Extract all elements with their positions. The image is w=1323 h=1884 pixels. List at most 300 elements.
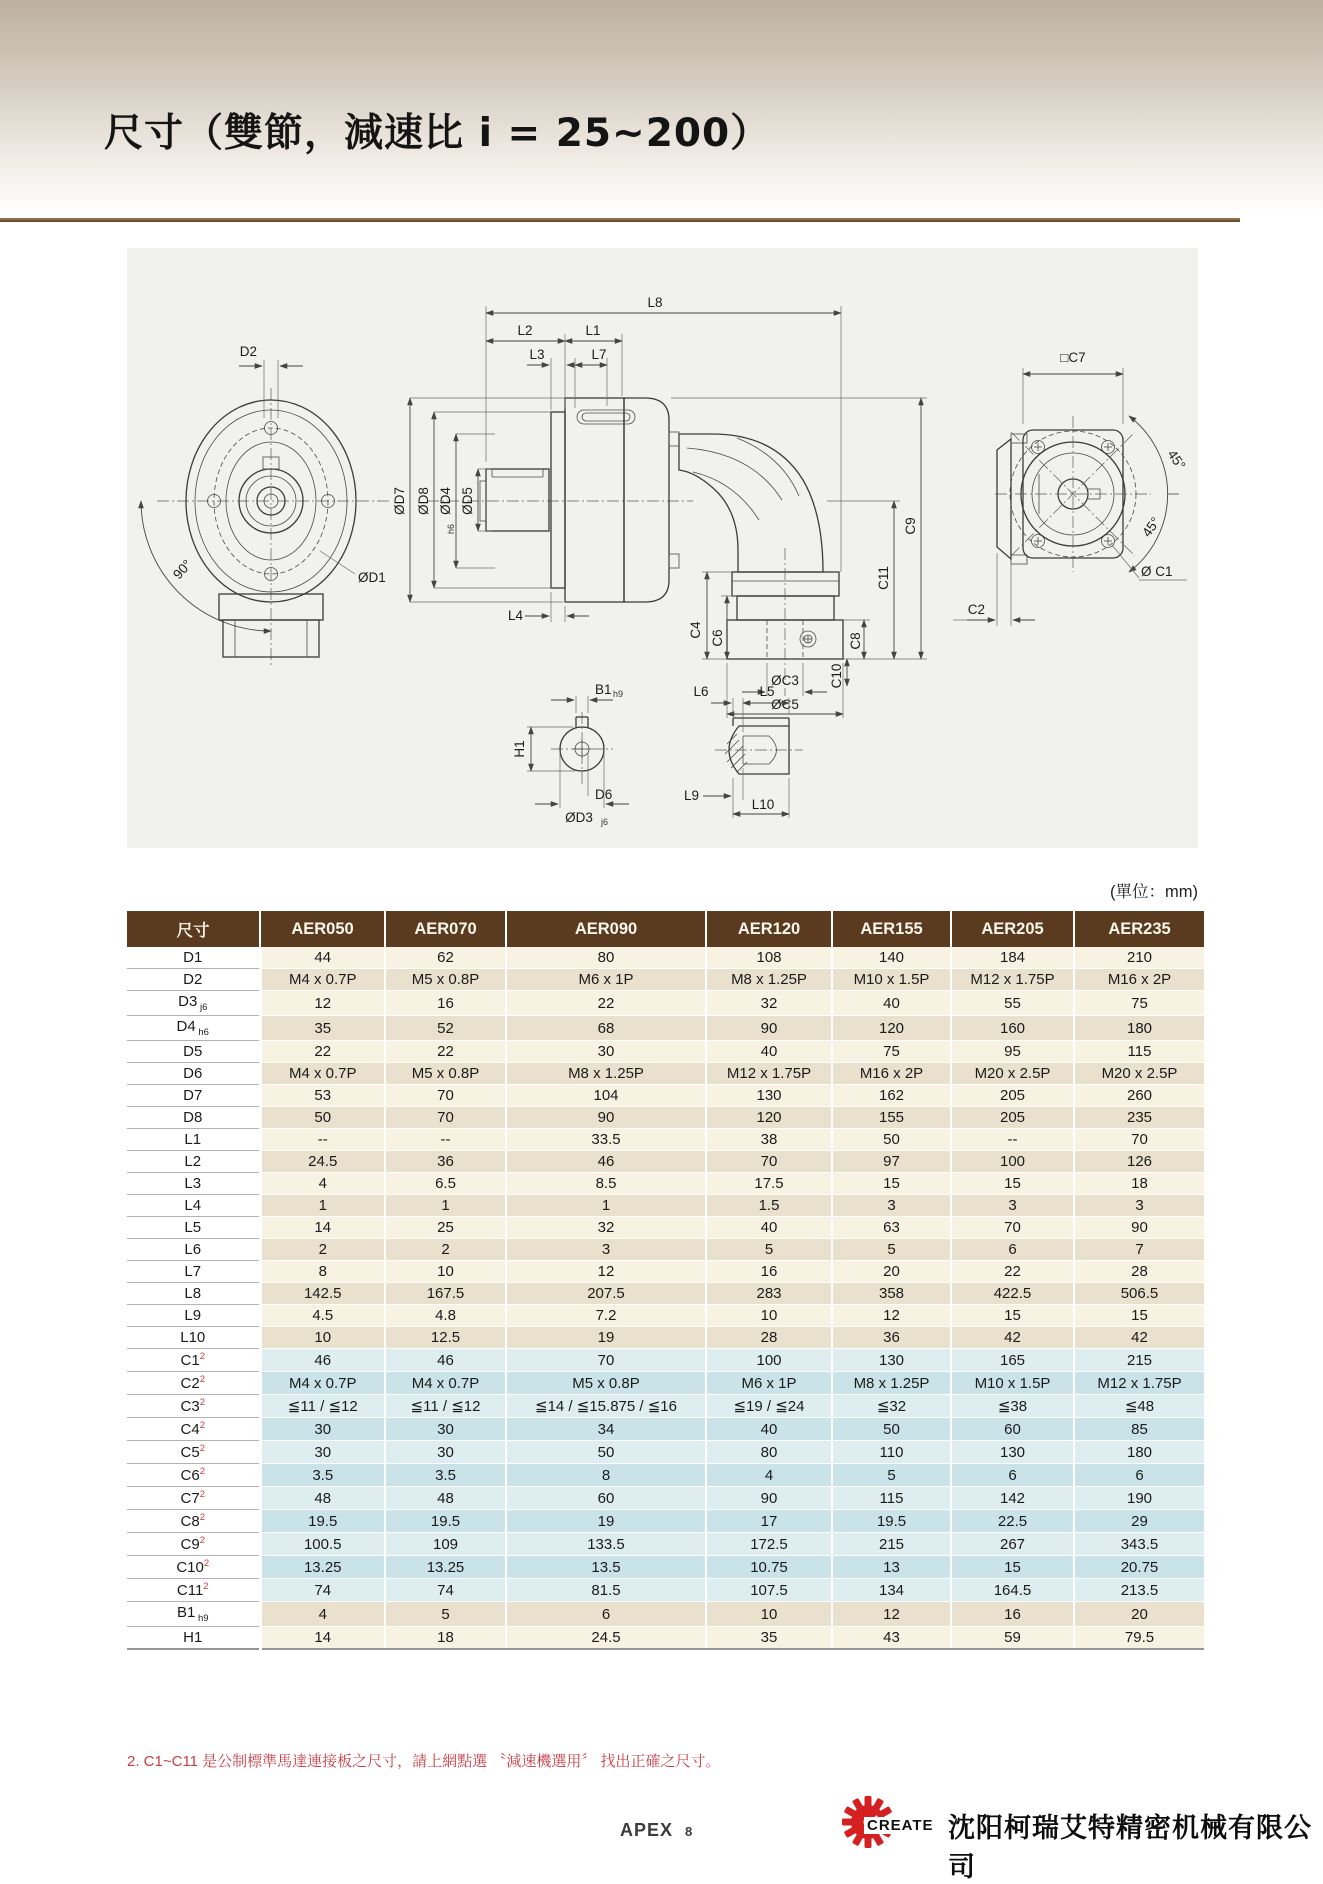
cell-H1-AER120: 35 [706,1627,832,1650]
dim-label-od1: ØD1 [358,570,386,585]
dim-label-od7: ØD7 [392,487,407,515]
table-row-L5 [127,1217,1204,1239]
cell-D2-AER235: M16 x 2P [1074,969,1204,991]
cell-C3-AER070: ≦11 / ≦12 [385,1395,506,1418]
row-label-L8: L8 [127,1283,260,1305]
cell-L10-AER090: 19 [506,1327,706,1349]
row-label-H1: H1 [127,1627,260,1650]
cell-D2-AER155: M10 x 1.5P [832,969,951,991]
cell-L3-AER235: 18 [1074,1173,1204,1195]
cell-C1-AER235: 215 [1074,1349,1204,1372]
row-label-L7: L7 [127,1261,260,1283]
cell-L10-AER205: 42 [951,1327,1074,1349]
dim-label-l5: L5 [759,684,775,699]
cell-L7-AER155: 20 [832,1261,951,1283]
dim-label-od8: ØD8 [416,487,431,515]
cell-C9-AER090: 133.5 [506,1533,706,1556]
cell-D7-AER120: 130 [706,1085,832,1107]
cell-D8-AER070: 70 [385,1107,506,1129]
row-label-C4: $C4^2$ [127,1418,260,1441]
dim-label-l2: L2 [517,323,533,338]
table-row-C9 [127,1533,1204,1556]
dim-label-c6: C6 [710,629,725,647]
cell-D1-AER050: 44 [260,947,385,969]
cell-L10-AER120: 28 [706,1327,832,1349]
table-row-C3 [127,1395,1204,1418]
table-row-H1 [127,1627,1204,1650]
table-row-D4 [127,1016,1204,1041]
cell-C10-AER155: 13 [832,1556,951,1579]
cell-L5-AER050: 14 [260,1217,385,1239]
cell-D1-AER120: 108 [706,947,832,969]
cell-D8-AER120: 120 [706,1107,832,1129]
table-row-D5 [127,1041,1204,1063]
column-header-AER050: AER050 [260,911,385,947]
cell-L4-AER155: 3 [832,1195,951,1217]
row-label-C6: $C6^2$ [127,1464,260,1487]
column-header-AER235: AER235 [1074,911,1204,947]
row-label-D6: D6 [127,1063,260,1085]
cell-D4-AER050: 35 [260,1016,385,1041]
column-header-AER205: AER205 [951,911,1074,947]
cell-D5-AER205: 95 [951,1041,1074,1063]
cell-L6-AER070: 2 [385,1239,506,1261]
table-row-L1 [127,1129,1204,1151]
cell-B1-AER235: 20 [1074,1602,1204,1627]
cell-D7-AER155: 162 [832,1085,951,1107]
cell-L1-AER205: -- [951,1129,1074,1151]
cell-C7-AER120: 90 [706,1487,832,1510]
cell-H1-AER070: 18 [385,1627,506,1650]
cell-B1-AER120: 10 [706,1602,832,1627]
table-row-C7 [127,1487,1204,1510]
table-row-L2 [127,1151,1204,1173]
cell-D8-AER050: 50 [260,1107,385,1129]
cell-C5-AER235: 180 [1074,1441,1204,1464]
cell-L2-AER205: 100 [951,1151,1074,1173]
cell-D6-AER120: M12 x 1.75P [706,1063,832,1085]
dim-label-l3: L3 [529,347,545,362]
cell-C8-AER235: 29 [1074,1510,1204,1533]
cell-D3-AER070: 16 [385,991,506,1016]
cell-L5-AER070: 25 [385,1217,506,1239]
column-header-AER155: AER155 [832,911,951,947]
cell-C2-AER050: M4 x 0.7P [260,1372,385,1395]
row-label-C9: $C9^2$ [127,1533,260,1556]
cell-C9-AER205: 267 [951,1533,1074,1556]
cell-D6-AER090: M8 x 1.25P [506,1063,706,1085]
dim-label-l8: L8 [647,295,663,310]
cell-C11-AER070: 74 [385,1579,506,1602]
cell-L2-AER090: 46 [506,1151,706,1173]
cell-C9-AER070: 109 [385,1533,506,1556]
cell-D2-AER050: M4 x 0.7P [260,969,385,991]
row-label-L10: L10 [127,1327,260,1349]
cell-L7-AER235: 28 [1074,1261,1204,1283]
cell-D6-AER155: M16 x 2P [832,1063,951,1085]
cell-L4-AER235: 3 [1074,1195,1204,1217]
row-label-C2: $C2^2$ [127,1372,260,1395]
technical-drawing [127,248,1198,848]
cell-D4-AER090: 68 [506,1016,706,1041]
rear-view [953,350,1189,626]
cell-C5-AER070: 30 [385,1441,506,1464]
cell-C6-AER090: 8 [506,1464,706,1487]
cell-C1-AER070: 46 [385,1349,506,1372]
dim-label-b1: B1 [595,682,612,697]
table-row-D7 [127,1085,1204,1107]
cell-L9-AER090: 7.2 [506,1305,706,1327]
cell-C2-AER205: M10 x 1.5P [951,1372,1074,1395]
cell-C9-AER235: 343.5 [1074,1533,1204,1556]
dim-label-od3-sub: j6 [601,817,609,827]
cell-D6-AER070: M5 x 0.8P [385,1063,506,1085]
cell-C3-AER090: ≦14 / ≦15.875 / ≦16 [506,1395,706,1418]
dim-label-l1: L1 [585,323,601,338]
table-row-L7 [127,1261,1204,1283]
cell-C4-AER050: 30 [260,1418,385,1441]
dim-label-90deg: 90° [170,556,195,583]
cell-C10-AER090: 13.5 [506,1556,706,1579]
table-row-L3 [127,1173,1204,1195]
dim-label-c10: C10 [829,663,844,689]
row-label-C7: $C7^2$ [127,1487,260,1510]
cell-C9-AER050: 100.5 [260,1533,385,1556]
cell-D1-AER155: 140 [832,947,951,969]
row-label-D8: D8 [127,1107,260,1129]
cell-D1-AER235: 210 [1074,947,1204,969]
cell-H1-AER155: 43 [832,1627,951,1650]
table-row-C11 [127,1579,1204,1602]
cell-L8-AER120: 283 [706,1283,832,1305]
cell-C3-AER050: ≦11 / ≦12 [260,1395,385,1418]
cell-C11-AER050: 74 [260,1579,385,1602]
row-label-D1: D1 [127,947,260,969]
table-row-C1 [127,1349,1204,1372]
cell-D7-AER070: 70 [385,1085,506,1107]
cell-D7-AER205: 205 [951,1085,1074,1107]
dim-label-od4-sub: h6 [446,523,456,534]
table-row-D3 [127,991,1204,1016]
column-header-AER070: AER070 [385,911,506,947]
cell-L6-AER155: 5 [832,1239,951,1261]
cell-C10-AER235: 20.75 [1074,1556,1204,1579]
cell-C7-AER205: 142 [951,1487,1074,1510]
cell-C10-AER050: 13.25 [260,1556,385,1579]
cell-L5-AER090: 32 [506,1217,706,1239]
cell-C5-AER205: 130 [951,1441,1074,1464]
dim-label-c2: C2 [967,602,985,617]
cell-C2-AER090: M5 x 0.8P [506,1372,706,1395]
cell-C6-AER155: 5 [832,1464,951,1487]
shaft-end-view [512,682,629,827]
cell-L4-AER050: 1 [260,1195,385,1217]
cell-L6-AER120: 5 [706,1239,832,1261]
cell-D7-AER235: 260 [1074,1085,1204,1107]
cell-C7-AER090: 60 [506,1487,706,1510]
cell-L1-AER050: -- [260,1129,385,1151]
cell-L10-AER070: 12.5 [385,1327,506,1349]
cell-C2-AER235: M12 x 1.75P [1074,1372,1204,1395]
cell-C4-AER155: 50 [832,1418,951,1441]
cell-L1-AER120: 38 [706,1129,832,1151]
dim-label-l9: L9 [683,788,699,803]
cell-D3-AER155: 40 [832,991,951,1016]
cell-D2-AER120: M8 x 1.25P [706,969,832,991]
cell-D6-AER205: M20 x 2.5P [951,1063,1074,1085]
cell-L8-AER235: 506.5 [1074,1283,1204,1305]
cell-L3-AER120: 17.5 [706,1173,832,1195]
cell-C1-AER050: 46 [260,1349,385,1372]
cell-D7-AER090: 104 [506,1085,706,1107]
page-number: 8 [685,1824,694,1839]
cell-C5-AER120: 80 [706,1441,832,1464]
page-title: 尺寸（雙節，減速比 i = 25~200） [104,111,771,156]
cell-L2-AER070: 36 [385,1151,506,1173]
dim-label-c4: C4 [688,621,703,639]
cell-L7-AER090: 12 [506,1261,706,1283]
table-row-L10 [127,1327,1204,1349]
cell-D3-AER050: 12 [260,991,385,1016]
cell-C8-AER205: 22.5 [951,1510,1074,1533]
dim-label-oc1: Ø C1 [1141,564,1173,579]
table-row-D1 [127,947,1204,969]
table-row-C6 [127,1464,1204,1487]
table-row-C5 [127,1441,1204,1464]
apex-label: APEX [620,1820,674,1840]
row-label-C1: $C1^2$ [127,1349,260,1372]
cell-L5-AER120: 40 [706,1217,832,1239]
table-row-C8 [127,1510,1204,1533]
cell-B1-AER090: 6 [506,1602,706,1627]
cell-C11-AER090: 81.5 [506,1579,706,1602]
cell-C1-AER155: 130 [832,1349,951,1372]
cell-L6-AER205: 6 [951,1239,1074,1261]
column-header-AER090: AER090 [506,911,706,947]
row-label-L2: L2 [127,1151,260,1173]
cell-L2-AER120: 70 [706,1151,832,1173]
cell-L3-AER155: 15 [832,1173,951,1195]
dim-label-c9: C9 [903,517,918,535]
dim-label-od4: ØD4 [438,487,453,515]
row-label-L4: L4 [127,1195,260,1217]
cell-D4-AER120: 90 [706,1016,832,1041]
cell-L4-AER070: 1 [385,1195,506,1217]
cell-L6-AER090: 3 [506,1239,706,1261]
cell-L9-AER120: 10 [706,1305,832,1327]
cell-D1-AER205: 184 [951,947,1074,969]
cell-D4-AER155: 120 [832,1016,951,1041]
cell-L9-AER235: 15 [1074,1305,1204,1327]
row-label-D7: D7 [127,1085,260,1107]
cell-L9-AER070: 4.8 [385,1305,506,1327]
cell-D8-AER205: 205 [951,1107,1074,1129]
footer-brand [620,1820,693,1841]
row-label-L3: L3 [127,1173,260,1195]
cell-L2-AER155: 97 [832,1151,951,1173]
cell-L1-AER155: 50 [832,1129,951,1151]
dim-label-c8: C8 [848,632,863,650]
cell-L4-AER090: 1 [506,1195,706,1217]
row-label-C8: $C8^2$ [127,1510,260,1533]
cell-D7-AER050: 53 [260,1085,385,1107]
cell-L9-AER050: 4.5 [260,1305,385,1327]
cell-C8-AER155: 19.5 [832,1510,951,1533]
cell-L7-AER120: 16 [706,1261,832,1283]
table-row-D8 [127,1107,1204,1129]
dim-label-d2: D2 [239,344,257,359]
cell-C8-AER070: 19.5 [385,1510,506,1533]
cell-D3-AER205: 55 [951,991,1074,1016]
cell-B1-AER205: 16 [951,1602,1074,1627]
dim-label-l6: L6 [693,684,709,699]
cell-C11-AER155: 134 [832,1579,951,1602]
cell-L3-AER070: 6.5 [385,1173,506,1195]
cell-C1-AER120: 100 [706,1349,832,1372]
cell-C4-AER235: 85 [1074,1418,1204,1441]
cell-L7-AER070: 10 [385,1261,506,1283]
dim-label-od5: ØD5 [460,487,475,515]
cell-C8-AER050: 19.5 [260,1510,385,1533]
cell-L9-AER155: 12 [832,1305,951,1327]
table-row-D6 [127,1063,1204,1085]
column-header-AER120: AER120 [706,911,832,947]
dim-label-45a: 45° [1164,447,1189,473]
cell-L7-AER050: 8 [260,1261,385,1283]
cell-C3-AER120: ≦19 / ≦24 [706,1395,832,1418]
cell-L6-AER050: 2 [260,1239,385,1261]
table-row-L8 [127,1283,1204,1305]
cell-C10-AER070: 13.25 [385,1556,506,1579]
cell-L1-AER090: 33.5 [506,1129,706,1151]
row-label-C10: $C10^2$ [127,1556,260,1579]
cell-L10-AER235: 42 [1074,1327,1204,1349]
dim-label-c11: C11 [876,566,891,590]
cell-C7-AER070: 48 [385,1487,506,1510]
logo-text: CREATE [864,1817,937,1834]
cell-L8-AER090: 207.5 [506,1283,706,1305]
cell-L5-AER155: 63 [832,1217,951,1239]
cell-L4-AER120: 1.5 [706,1195,832,1217]
cell-C7-AER155: 115 [832,1487,951,1510]
cell-L10-AER050: 10 [260,1327,385,1349]
dim-label-45b: 45° [1139,514,1164,540]
dim-label-d6: D6 [595,787,613,802]
cell-C6-AER120: 4 [706,1464,832,1487]
cell-D3-AER120: 32 [706,991,832,1016]
cell-L8-AER205: 422.5 [951,1283,1074,1305]
cell-D8-AER090: 90 [506,1107,706,1129]
cell-D6-AER235: M20 x 2.5P [1074,1063,1204,1085]
company-name: 沈阳柯瑞艾特精密机械有限公司 [948,1813,1312,1882]
cell-C11-AER205: 164.5 [951,1579,1074,1602]
row-label-C5: $C5^2$ [127,1441,260,1464]
cell-H1-AER235: 79.5 [1074,1627,1204,1650]
table-header [127,911,1204,947]
table-row-L6 [127,1239,1204,1261]
cell-C6-AER235: 6 [1074,1464,1204,1487]
front-view [141,344,389,668]
cell-L1-AER235: 70 [1074,1129,1204,1151]
cell-C8-AER090: 19 [506,1510,706,1533]
cell-L9-AER205: 15 [951,1305,1074,1327]
cell-B1-AER070: 5 [385,1602,506,1627]
cell-D5-AER070: 22 [385,1041,506,1063]
cell-L4-AER205: 3 [951,1195,1074,1217]
cell-C7-AER050: 48 [260,1487,385,1510]
cell-C4-AER070: 30 [385,1418,506,1441]
unit-note: (單位：mm) [1110,883,1198,901]
cell-C9-AER155: 215 [832,1533,951,1556]
cell-H1-AER205: 59 [951,1627,1074,1650]
cell-D6-AER050: M4 x 0.7P [260,1063,385,1085]
cell-L8-AER155: 358 [832,1283,951,1305]
cell-L7-AER205: 22 [951,1261,1074,1283]
cell-C7-AER235: 190 [1074,1487,1204,1510]
cell-D3-AER090: 22 [506,991,706,1016]
cell-C11-AER120: 107.5 [706,1579,832,1602]
cell-L8-AER070: 167.5 [385,1283,506,1305]
cell-D5-AER120: 40 [706,1041,832,1063]
cell-C9-AER120: 172.5 [706,1533,832,1556]
row-label-C11: $C11^2$ [127,1579,260,1602]
table-row-C4 [127,1418,1204,1441]
cell-H1-AER090: 24.5 [506,1627,706,1650]
cell-D4-AER205: 160 [951,1016,1074,1041]
cell-D1-AER070: 62 [385,947,506,969]
table-row-D2 [127,969,1204,991]
dim-label-c7: □C7 [1060,350,1086,365]
cell-B1-AER155: 12 [832,1602,951,1627]
cell-C8-AER120: 17 [706,1510,832,1533]
cell-C2-AER155: M8 x 1.25P [832,1372,951,1395]
cell-L8-AER050: 142.5 [260,1283,385,1305]
cell-C2-AER070: M4 x 0.7P [385,1372,506,1395]
cell-C1-AER090: 70 [506,1349,706,1372]
row-label-D2: D2 [127,969,260,991]
cell-D1-AER090: 80 [506,947,706,969]
row-label-D5: D5 [127,1041,260,1063]
cell-L1-AER070: -- [385,1129,506,1151]
cell-C10-AER120: 10.75 [706,1556,832,1579]
cell-D5-AER090: 30 [506,1041,706,1063]
table-row-C10 [127,1556,1204,1579]
cell-L3-AER090: 8.5 [506,1173,706,1195]
cell-B1-AER050: 4 [260,1602,385,1627]
dim-label-h1: H1 [512,740,527,758]
dim-label-oc5: ØC5 [771,697,799,712]
cell-H1-AER050: 14 [260,1627,385,1650]
cell-C2-AER120: M6 x 1P [706,1372,832,1395]
cell-D4-AER235: 180 [1074,1016,1204,1041]
cell-L2-AER235: 126 [1074,1151,1204,1173]
row-label-L9: L9 [127,1305,260,1327]
row-label-L1: L1 [127,1129,260,1151]
cell-C5-AER050: 30 [260,1441,385,1464]
cell-C3-AER235: ≦48 [1074,1395,1204,1418]
dim-label-l10: L10 [751,797,775,812]
cell-C3-AER155: ≦32 [832,1395,951,1418]
dim-label-l7: L7 [591,347,607,362]
cell-D2-AER090: M6 x 1P [506,969,706,991]
cell-L6-AER235: 7 [1074,1239,1204,1261]
cell-C5-AER155: 110 [832,1441,951,1464]
cell-D8-AER235: 235 [1074,1107,1204,1129]
dim-label-b1-sub: h9 [613,689,624,699]
dim-label-oc3: ØC3 [771,673,799,688]
cell-C10-AER205: 15 [951,1556,1074,1579]
table-row-B1 [127,1602,1204,1627]
